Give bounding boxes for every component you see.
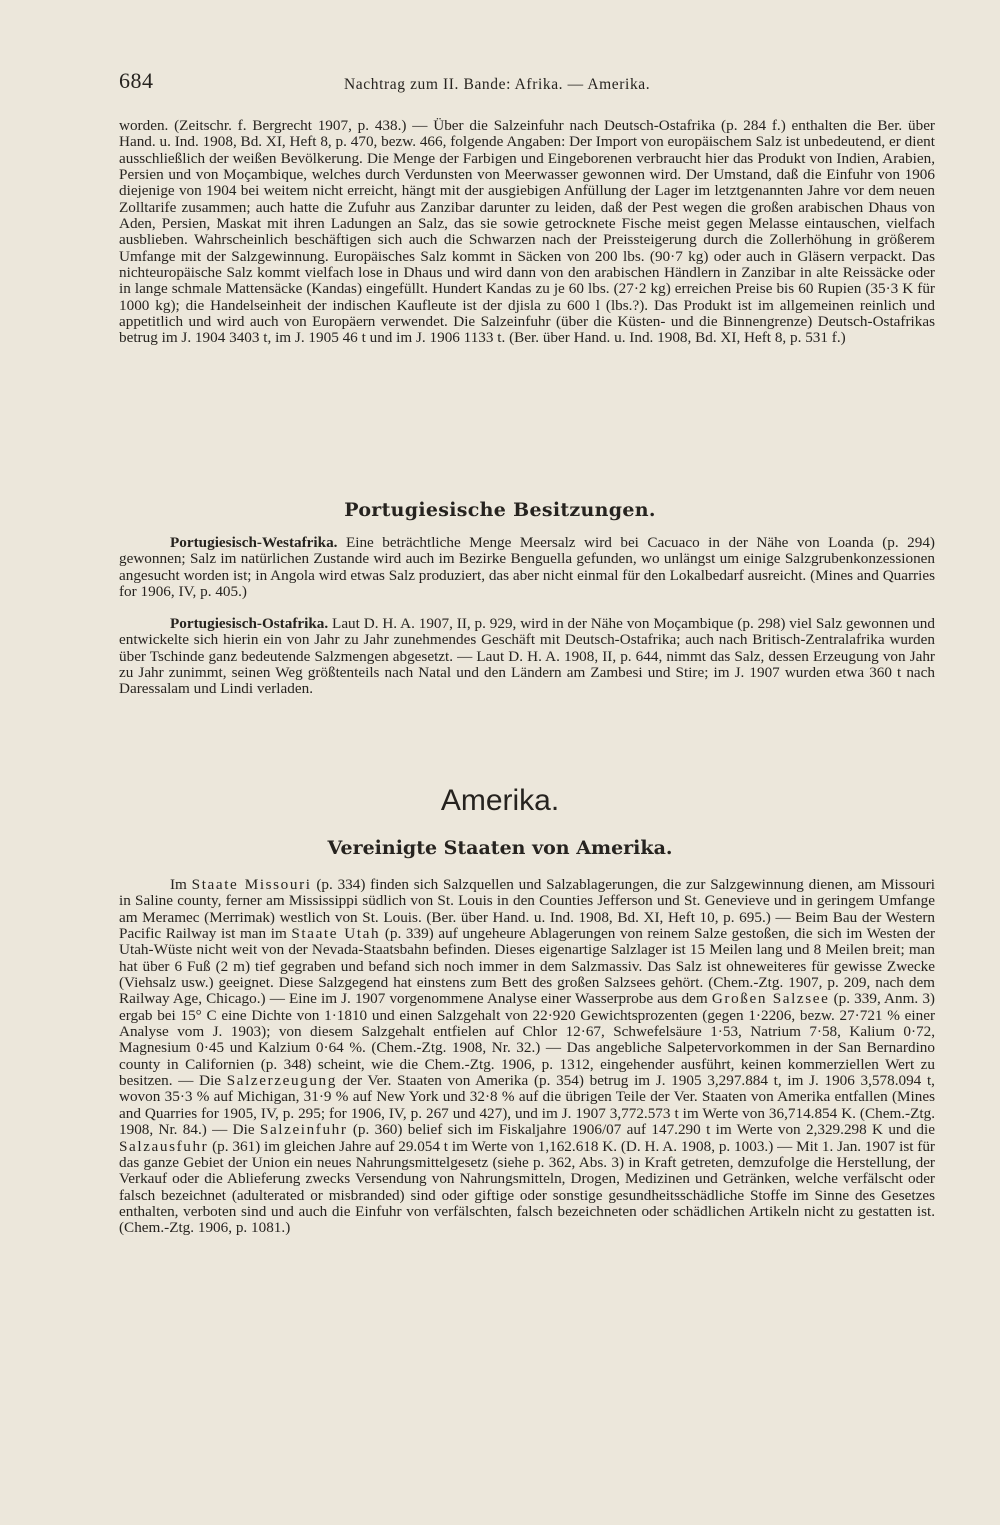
text-run: (p. 339, Anm. 3) ergab bei 15° C eine Dichte von 1·1810 und einen Salzgehalt von 22·920 Gewichtsprozenten (gegen 1·2206, bezw. 27·721 % einer Analyse vom J. 1903); von diesem Salzgehalt entfielen auf Chlor 12·67, Schwefelsäure 1·53, Natrium 7·58, Kalium 0·72, Magnesium 0·45 und Kalzium 0·64 %. (Chem.-Ztg. 1908, Nr. 32.) — Das angebliche Salpetervorkommen in der San Bernardino county in Californien (p. 348) scheint, wie die Chem.-Ztg. 1906, p. 1312, eingehender ausführt, keinen kommerziellen Wert zu besitzen. — Die [119,990,935,1090]
section-title-vereinigte-staaten: Vereinigte Staaten von Amerika. [327,837,673,859]
running-head: Nachtrag zum II. Bande: Afrika. — Amerika. [344,76,651,93]
spaced-term-salzerzeugung: Salzerzeugung [226,1072,337,1090]
section-title-portugiesische-besitzungen: Portugiesische Besitzungen. [344,499,656,521]
paragraph-portugiesisch-westafrika [119,535,935,600]
text-ostafrika: Laut D. H. A. 1907, II, p. 929, wird in der Nähe von Moçambique (p. 298) viel Salz gewonnen und entwickelte sich hierin ein von Jahr zu Jahr zunehmendes Geschäft mit Deutsch-Ostafrika; auch nach Britisch-Zentralafrika wurden über Tschinde ganz bedeutende Salzmengen abgesetzt. — Laut D. H. A. 1908, II, p. 644, nimmt das Salz, dessen Erzeugung von Jahr zu Jahr zunimmt, seinen Weg größtenteils nach Natal und den Ländern am Zambesi und Stire; im J. 1907 wurden etwa 360 t nach Daressalam und Lindi verladen. [119,615,935,698]
spaced-term-grosser-salzsee: Großen Salzsee [711,990,830,1008]
text-westafrika: Eine beträchtliche Menge Meersalz wird bei Cacuaco in der Nähe von Loanda (p. 294) gewonnen; Salz im natürlichen Zustande wird auch im Bezirke Benguella gefunden, wo unlängst um einige Salzgrubenkonzessionen angesucht worden ist; in Angola wird etwas Salz produziert, das aber nicht einmal für den Lokalbedarf ausreicht. (Mines and Quarries for 1906, IV, p. 405.) [119,534,935,601]
spaced-term-missouri: Staate Missouri [191,876,312,893]
text-run: (p. 361) im gleichen Jahre auf 29.054 t im Werte von 1,162.618 K. (D. H. A. 1908, p. 1003.) — Mit 1. Jan. 1907 ist für das ganze Gebiet der Union ein neues Nahrungsmittelgesetz (siehe p. 362, Abs. 3) in Kraft getreten, demzufolge die Herstellung, der Verkauf oder die Ablieferung zwecks Versendung von Nahrungsmitteln, Drogen, Medizinen und Getränken, welche verfälscht oder falsch bezeichnet (adulterated or misbranded) sind oder giftige oder sonstige gesundheitsschädliche Stoffe im Sinne des Gesetzes enthalten, verboten sind und auch die Einfuhr von verfälschten, falsch bezeichneten oder schädlichen Artikeln nicht zu gestatten ist. (Chem.-Ztg. 1906, p. 1081.) [119,1137,935,1237]
paragraph-west [119,535,935,600]
text-run: (p. 334) finden sich Salzquellen und Salzablagerungen, die zur Salzgewinnung dienen, am Missouri in Saline county, ferner am Mississippi südlich von St. Louis in den Counties Jefferson und St. Genevieve und in geringem Umfange am Meramec (Merrimak) westlich von St. Louis. (Ber. über Hand. u. Ind. 1908, Bd. XI, Heft 10, p. 695.) — Beim Bau der Western Pacific Railway ist man im [119,876,936,943]
text-run: (p. 360) belief sich im Fiskaljahre 1906/07 auf 147.290 t im Werte von 2,329.298 K und die [347,1121,935,1139]
text-run: Im [170,876,192,893]
paragraph-vereinigte-staaten [119,877,935,1237]
spaced-term-utah: Staate Utah [291,925,381,943]
text-run: der Ver. Staaten von Amerika (p. 354) betrug im J. 1905 3,297.884 t, im J. 1906 3,578.094 t, wovon 35·3 % auf Michigan, 31·9 % auf New York und 32·8 % auf die übrigen Teile der Ver. Staaten von Amerika entfallen (Mines and Quarries for 1905, IV, p. 295; for 1906, IV, p. 267 und 427), und im J. 1907 3,772.573 t im Werte von 36,714.854 K. (Chem.-Ztg. 1908, Nr. 84.) — Die [119,1072,935,1139]
page-header [119,68,939,98]
lead-ostafrika: Portugiesisch-Ostafrika. [170,615,329,632]
page-number: 684 [119,68,154,93]
paragraph-text: worden. (Zeitschr. f. Bergrecht 1907, p. 438.) — Über die Salzeinfuhr nach Deutsch-Ostafrika (p. 284 f.) enthalten die Ber. über Hand. u. Ind. 1908, Bd. XI, Heft 8, p. 470, bezw. 466, folgende Angaben: Der Import von europäischem Salz ist unbedeutend, er dient ausschließlich der weißen Bevölkerung. Die Menge der Farbigen und Eingeborenen verbraucht hier das Produkt von Indien, Arabien, Persien und von Moçambique, welches durch Verdunsten von Meerwasser gewonnen wird. Der Umstand, daß die Einfuhr von 1906 diejenige von 1904 bei weitem nicht erreicht, hängt mit der ausgiebigen Anfüllung der Lager im letztgenannten Jahre vor dem neuen Zolltarife zusammen; auch hatte die Zufuhr aus Zanzibar darunter zu leiden, daß der Pest wegen die großen arabischen Dhaus von Aden, Persien, Maskat mit ihren Ladungen an Salz, das sie sowie getrocknete Fische meist gegen Melasse eintauschen, vielfach ausblieben. Wahrscheinlich beschäftigen sich auch die Schwarzen nach der Preissteigerung durch die Zollerhöhung in größerem Umfange mit der Salzgewinnung. Europäisches Salz kommt in Säcken von 200 lbs. (90·7 kg) oder auch in Gläsern verpackt. Das nichteuropäische Salz kommt vielfach lose in Dhaus und wird dann von den arabischen Händlern in Zanzibar in alte Reissäcke oder in lange schmale Mattensäcke (Kandas) eingefüllt. Hundert Kandas zu je 60 lbs. (27·2 kg) erreichen Preise bis 60 Rupien (35·3 K für 1000 kg); die Handelseinheit der indischen Kaufleute ist der djisla zu 600 l (lbs.?). Das Produkt ist im allgemeinen reinlich und appetitlich und wird auch von Europäern verwendet. Die Salzeinfuhr (über die Küsten- und die Binnengrenze) Deutsch-Ostafrikas betrug im J. 1904 3403 t, im J. 1905 46 t und im J. 1906 1133 t. (Ber. über Hand. u. Ind. 1908, Bd. XI, Heft 8, p. 531 f.) [119,117,935,347]
lead-westafrika: Portugiesisch-Westafrika. [170,534,338,551]
paragraph-ost [119,616,935,698]
section-title-amerika: Amerika. [440,784,560,817]
spaced-term-salzausfuhr: Salzausfuhr [119,1137,209,1155]
paragraph-usa [119,877,935,1237]
paragraph-deutsch-ostafrika [119,118,935,347]
text-run: (p. 339) auf ungeheure Ablagerungen von reinem Salze gestoßen, die sich im Westen der Utah-Wüste nicht weit von der Nevada-Staatsbahn befinden. Dieses eigenartige Salzlager ist 15 Meilen lang und 8 Meilen breit; man hat über 6 Fuß (2 m) tief gegraben und befand sich noch immer in dem Salzmassiv. Das Salz ist ohneweiteres für gewisse Zwecke (Viehsalz usw.) geeignet. Diese Salzgegend hat einstens zum Bett des großen Salzsees gehört. (Chem.-Ztg. 1907, p. 209, nach dem Railway Age, Chicago.) — Eine im J. 1907 vorgenommene Analyse einer Wasserprobe aus dem [119,925,936,1008]
paragraph-portugiesisch-ostafrika [119,616,935,698]
spaced-term-salzeinfuhr: Salzeinfuhr [259,1121,348,1139]
